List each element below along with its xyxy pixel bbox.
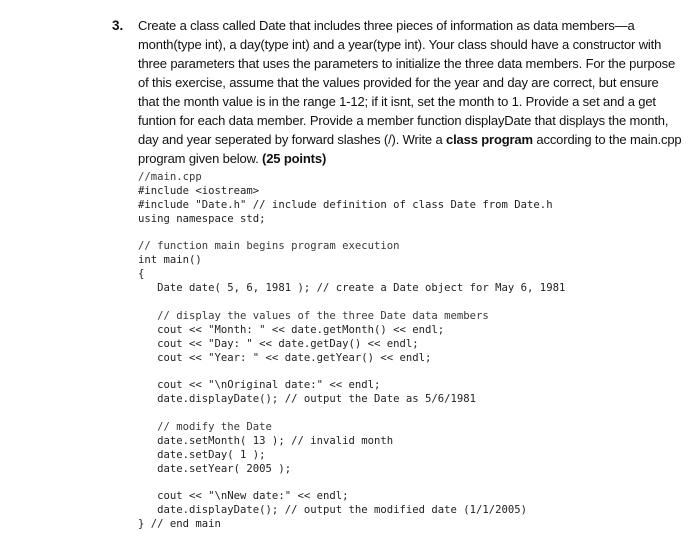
code-line	[138, 365, 565, 379]
question-line: funtion for each data member. Provide a member function displayDate that displays the month,	[138, 113, 669, 128]
code-line	[138, 227, 565, 241]
question-number: 3.	[112, 18, 124, 33]
code-line: //main.cpp	[138, 171, 202, 183]
question-line-lead: day and year seperated by forward slashes (/). Write a	[138, 132, 446, 147]
code-line: int main()	[138, 254, 202, 267]
question-line: month(type int), a day(type int) and a year(type int). Your class should have a constructor with	[138, 37, 662, 52]
code-line: #include <iostream>	[138, 184, 260, 197]
code-line: // display the values of the three Date data members	[138, 309, 489, 322]
code-line: date.displayDate(); // output the modified date (1/1/2005)	[138, 504, 528, 517]
question-line-with-bold	[138, 130, 688, 149]
question-line: three parameters that uses the parameters to initialize the three data members. For the purpose	[138, 56, 676, 71]
question-line: of this exercise, assume that the values provided for the year and day are correct, but ensure	[138, 75, 659, 90]
code-line	[138, 477, 565, 491]
code-line: // function main begins program execution	[138, 240, 400, 253]
code-line	[138, 296, 565, 310]
code-line: date.setYear( 2005 );	[138, 462, 292, 475]
question-line: that the month value is in the range 1-12; if it isnt, set the month to 1. Provide a set and a get	[138, 94, 656, 109]
code-line: } // end main	[138, 518, 221, 531]
code-line: cout << "\nNew date:" << endl;	[138, 490, 349, 503]
question-line-tail: according to the main.cpp	[532, 132, 682, 147]
code-line: date.displayDate(); // output the Date as 5/6/1981	[138, 393, 477, 406]
question-line: Create a class called Date that includes three pieces of information as data members—a	[138, 18, 635, 33]
code-line	[138, 407, 565, 421]
question-line-lead: program given below.	[138, 151, 263, 166]
code-line: date.setDay( 1 );	[138, 448, 266, 461]
code-line: // modify the Date	[138, 421, 272, 434]
code-line: cout << "Month: " << date.getMonth() << endl;	[138, 323, 445, 336]
question-text	[138, 16, 688, 168]
code-line: cout << "Day: " << date.getDay() << endl;	[138, 337, 419, 350]
question-line-points	[138, 149, 688, 168]
class-program-emphasis: class program	[446, 132, 533, 147]
points-label: (25 points)	[262, 151, 327, 166]
code-line: using namespace std;	[138, 212, 266, 225]
code-line: date.setMonth( 13 ); // invalid month	[138, 434, 394, 447]
code-listing	[138, 171, 565, 532]
code-line: #include "Date.h" // include definition of class Date from Date.h	[138, 198, 553, 211]
code-line: cout << "\nOriginal date:" << endl;	[138, 379, 381, 392]
code-line: Date date( 5, 6, 1981 ); // create a Date object for May 6, 1981	[138, 282, 566, 295]
code-line: {	[138, 268, 145, 281]
code-line: cout << "Year: " << date.getYear() << endl;	[138, 351, 432, 364]
